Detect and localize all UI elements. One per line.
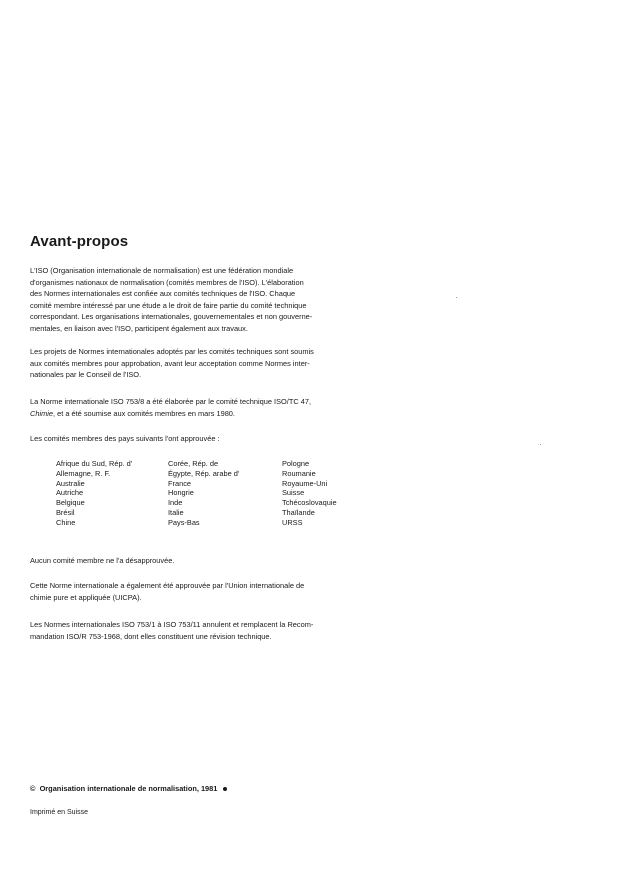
bullet-dot-icon	[223, 787, 227, 791]
paragraph-line: nationales par le Conseil de l'ISO.	[30, 370, 142, 380]
country-item: Brésil	[56, 507, 75, 517]
paragraph-iso-intro	[30, 265, 372, 335]
country-item: France	[168, 478, 192, 488]
paragraph-line: Cette Norme internationale a également été approuvée par l'Union internationale de	[30, 581, 305, 590]
country-item: Thaïlande	[282, 507, 315, 517]
paragraph-line: d'organismes nationaux de normalisation (comités membres de l'ISO). L'élaboration	[30, 277, 304, 287]
country-item: Inde	[168, 498, 183, 508]
paragraph-line: aux comités membres pour approbation, avant leur acceptation comme Normes inter-	[30, 358, 310, 368]
paragraph-line: La Norme internationale ISO 753/8 a été élaborée par le comité technique ISO/TC 47,	[30, 397, 312, 406]
country-column-3	[282, 459, 337, 528]
country-item: Afrique du Sud, Rép. d'	[56, 459, 133, 468]
paragraph-approval-process	[30, 346, 372, 381]
country-item: Pologne	[282, 459, 310, 468]
scan-speck	[456, 297, 457, 298]
paragraph-replacement	[30, 619, 372, 642]
country-item: Hongrie	[168, 488, 194, 498]
copyright-text: Organisation internationale de normalisation, 1981	[39, 784, 218, 793]
paragraph-approving-members	[30, 433, 372, 445]
paragraph-line	[30, 408, 372, 420]
country-item: Royaume-Uni	[282, 478, 328, 488]
paragraph-line: correspondant. Les organisations internationales, gouvernementales et non gouverne-	[30, 312, 313, 322]
paragraph-line: chimie pure et appliquée (UICPA).	[30, 592, 142, 602]
paragraph-iupac	[30, 580, 372, 603]
country-item: Belgique	[56, 498, 85, 508]
country-item: Corée, Rép. de	[168, 459, 219, 468]
printed-in-notice: Imprimé en Suisse	[30, 809, 88, 816]
paragraph-line-rest: , et a été soumise aux comités membres en mars 1980.	[53, 408, 235, 418]
paragraph-line: mandation ISO/R 753-1968, dont elles constituent une révision technique.	[30, 631, 272, 641]
paragraph-line: Les comités membres des pays suivants l'ont approuvée :	[30, 434, 220, 443]
country-item: Roumanie	[282, 468, 316, 478]
country-item: Allemagne, R. F.	[56, 468, 111, 478]
paragraph-line: Les projets de Normes internationales adoptés par les comités techniques sont soumis	[30, 347, 314, 356]
paragraph-line: mentales, en liaison avec l'ISO, participent également aux travaux.	[30, 323, 248, 333]
country-column-1	[56, 459, 132, 528]
country-item: Égypte, Rép. arabe d'	[168, 468, 240, 478]
paragraph-line: Les Normes internationales ISO 753/1 à ISO 753/11 annulent et remplacent la Recom-	[30, 620, 314, 629]
country-item: Pays-Bas	[168, 517, 200, 527]
paragraph-no-disapproval	[30, 555, 372, 567]
paragraph-line: Aucun comité membre ne l'a désapprouvée.	[30, 556, 175, 565]
country-item: Tchécoslovaquie	[282, 498, 337, 508]
copyright-icon: ©	[30, 784, 36, 793]
committee-name: Chimie	[30, 408, 53, 418]
country-item: Italie	[168, 507, 184, 517]
paragraph-line: comité membre intéressé par une étude a le droit de faire partie du comité technique	[30, 300, 307, 310]
country-item: Chine	[56, 517, 76, 527]
paragraph-line: des Normes internationales est confiée aux comités techniques de l'ISO. Chaque	[30, 289, 296, 299]
scan-speck	[540, 444, 541, 445]
country-item: Autriche	[56, 488, 84, 498]
country-column-2	[168, 459, 239, 528]
paragraph-line: L'ISO (Organisation internationale de normalisation) est une fédération mondiale	[30, 266, 294, 275]
page-title: Avant-propos	[30, 233, 129, 250]
paragraph-standard-origin	[30, 396, 372, 419]
country-item: Suisse	[282, 488, 305, 498]
country-item: Australie	[56, 478, 85, 488]
country-item: URSS	[282, 517, 303, 527]
copyright-notice	[30, 784, 227, 793]
